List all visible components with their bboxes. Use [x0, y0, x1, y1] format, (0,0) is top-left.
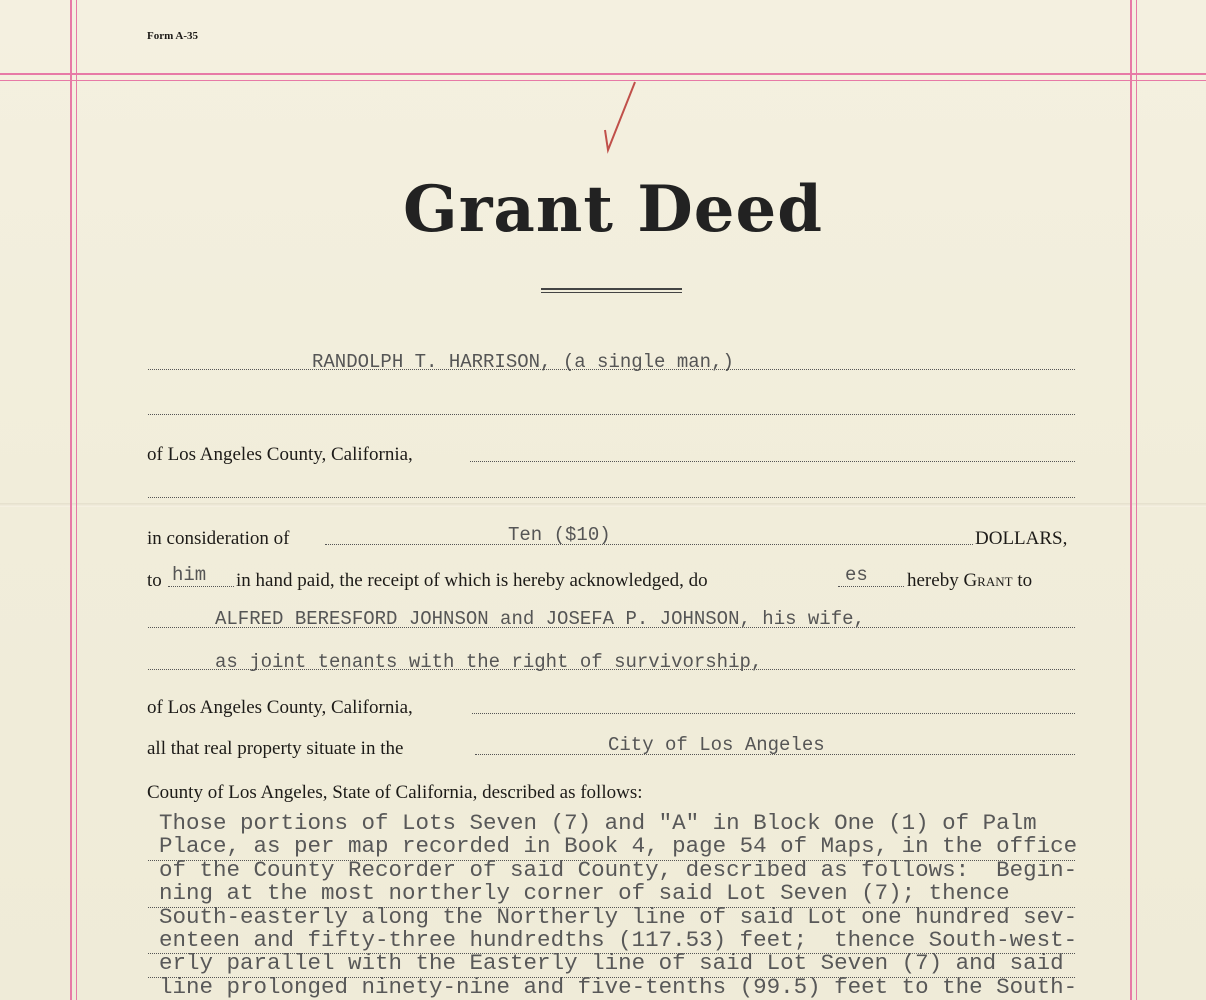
description-line: enteen and fifty-three hundredths (117.53) feet; thence South-west- [159, 927, 1078, 954]
blank-line [472, 713, 1075, 714]
description-line: South-easterly along the Northerly line of said Lot one hundred sev- [159, 903, 1078, 930]
receipt-text: in hand paid, the receipt of which is hereby acknowledged, do [236, 570, 708, 591]
blank-line [470, 461, 1075, 462]
grant-word: Grant [963, 570, 1013, 591]
to-line [168, 586, 234, 587]
grantor-county-label: of Los Angeles County, California, [147, 444, 413, 465]
grant-to: to [1017, 570, 1033, 591]
consideration-label: in consideration of [147, 528, 290, 549]
grantees: ALFRED BERESFORD JOHNSON and JOSEFA P. JOHNSON, his wife, [215, 608, 865, 630]
situate-label: all that real property situate in the [147, 738, 404, 759]
document-title: Grant Deed [403, 172, 823, 247]
fold-crease [0, 503, 1206, 507]
description-line: Place, as per map recorded in Book 4, page 54 of Maps, in the office [159, 833, 1078, 860]
tenancy: as joint tenants with the right of survivorship, [215, 651, 763, 673]
county-state-label: County of Los Angeles, State of California, described as follows: [147, 782, 643, 803]
description-line: ning at the most northerly corner of said Lot Seven (7); thence [159, 880, 1010, 907]
description-line: line prolonged ninety-nine and five-tenths (99.5) feet to the South- [159, 973, 1078, 1000]
description-line: erly parallel with the Easterly line of said Lot Seven (7) and said [159, 950, 1064, 977]
verb-suffix: es [845, 564, 868, 586]
consideration-amount: Ten ($10) [508, 524, 611, 546]
verb-line [838, 586, 904, 587]
to-label: to [147, 570, 162, 591]
check-mark-icon [600, 80, 640, 155]
dollars-label: DOLLARS, [975, 528, 1068, 549]
margin-rule-left [70, 0, 72, 1000]
margin-rule-right [1130, 0, 1132, 1000]
margin-rule-left-2 [76, 0, 77, 1000]
blank-line [148, 497, 1075, 498]
title-rule [541, 288, 682, 290]
grant-text: hereby [907, 570, 959, 591]
grantor-name: RANDOLPH T. HARRISON, (a single man,) [312, 351, 734, 373]
city: City of Los Angeles [608, 734, 825, 756]
title-rule-2 [541, 292, 682, 293]
to-whom: him [172, 564, 207, 586]
grant-clause [907, 570, 1032, 592]
description-line: of the County Recorder of said County, described as follows: Begin- [159, 856, 1078, 883]
consideration-line [325, 544, 973, 545]
margin-rule-right-2 [1136, 0, 1137, 1000]
blank-line [148, 414, 1075, 415]
margin-rule-top [0, 73, 1206, 75]
grantee-county-label: of Los Angeles County, California, [147, 697, 413, 718]
property-description [159, 812, 1077, 999]
description-line: Those portions of Lots Seven (7) and "A" in Block One (1) of Palm [159, 810, 1037, 836]
form-number: Form A-35 [147, 30, 199, 42]
